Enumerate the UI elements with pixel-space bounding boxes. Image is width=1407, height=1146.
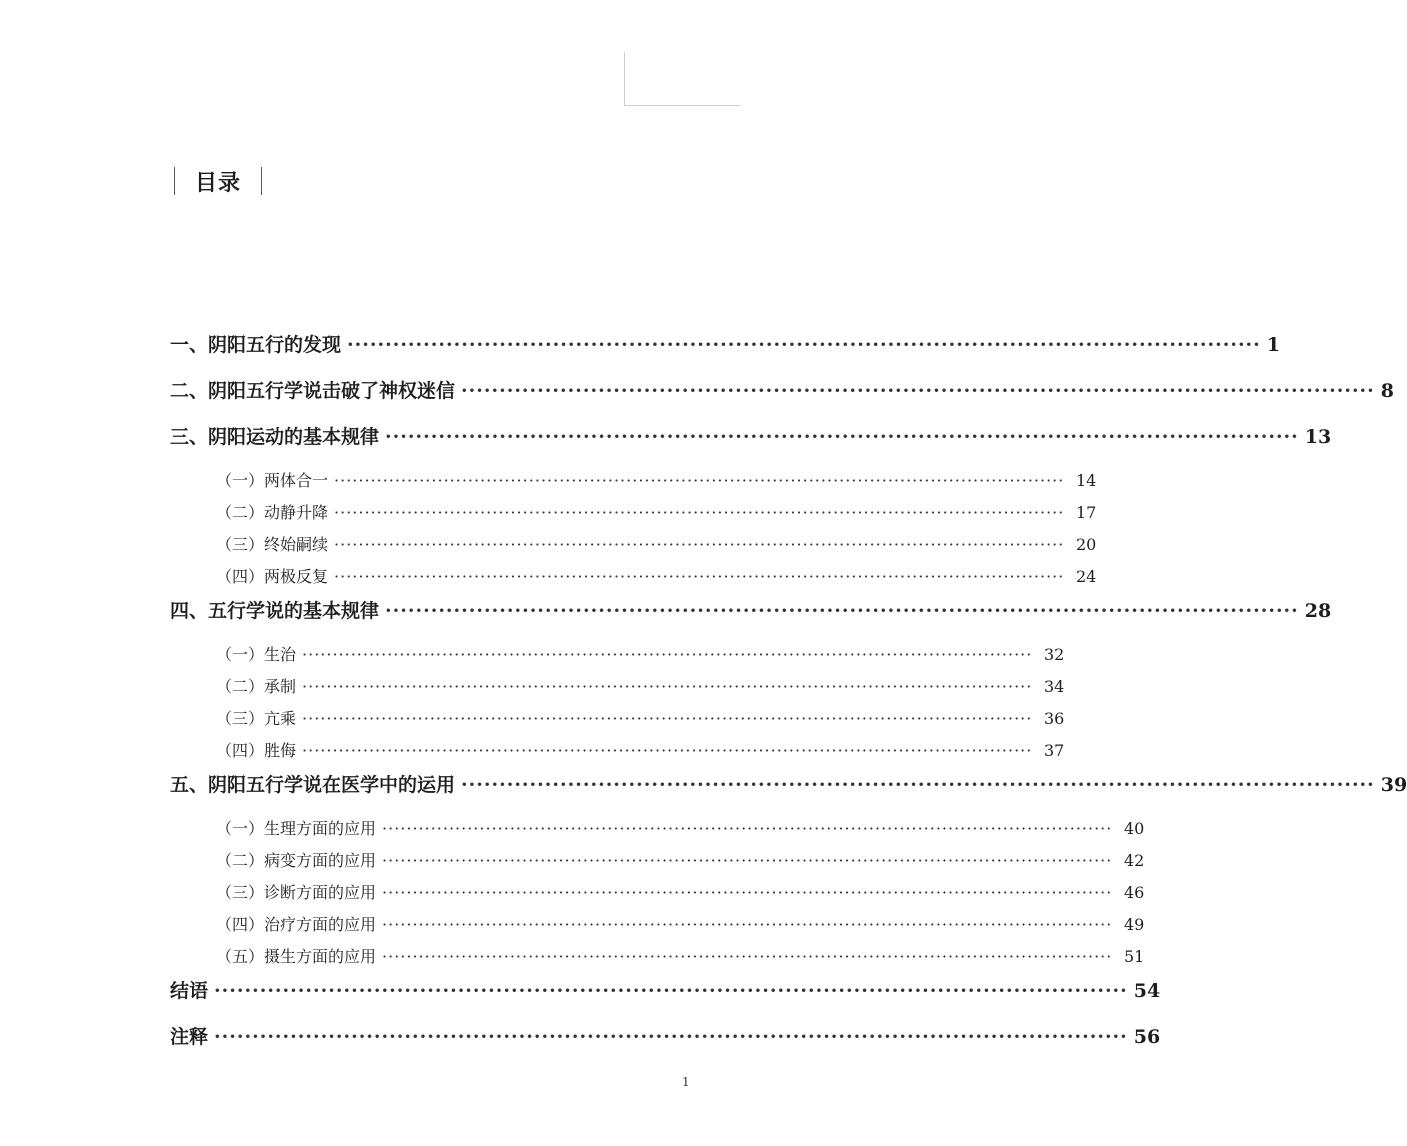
toc-entry-label: 四、五行学说的基本规律 (170, 600, 380, 622)
toc-page-number: 42 (1123, 851, 1145, 870)
toc-entry[interactable] (170, 376, 1395, 403)
toc-leader-dots: ························································································································ (382, 883, 1113, 902)
contents-title: 目录 (195, 170, 242, 196)
toc-entry-label: （四）治疗方面的应用 (216, 915, 377, 934)
toc-leader-dots: ························································································································ (302, 741, 1033, 760)
toc-leader-dots: ························································································································ (302, 677, 1033, 696)
toc-leader-dots: ························································································································ (461, 380, 1375, 402)
toc-page-number: 54 (1133, 980, 1161, 1002)
toc-leader-dots: ························································································································ (334, 471, 1065, 490)
toc-leader-dots: ························································································································ (347, 334, 1261, 356)
toc-entry-label: （二）承制 (216, 677, 297, 696)
toc-leader-dots: ························································································································ (334, 503, 1065, 522)
toc-page-number: 46 (1123, 883, 1145, 902)
toc-entry-label: （四）两极反复 (216, 567, 329, 586)
toc-entry-label: （一）生治 (216, 645, 297, 664)
toc-page-number: 8 (1380, 380, 1395, 402)
toc-subentry[interactable] (216, 468, 1097, 491)
toc-entry[interactable] (170, 770, 1407, 797)
toc-page-number: 49 (1123, 915, 1145, 934)
toc-page-number: 40 (1123, 819, 1145, 838)
toc-entry-label: （二）病变方面的应用 (216, 851, 377, 870)
toc-leader-dots: ························································································································ (385, 600, 1299, 622)
heading-right-bar (261, 167, 262, 195)
toc-entry-label: （四）胜侮 (216, 741, 297, 760)
corner-mark-vertical (624, 52, 625, 106)
toc-page-number: 20 (1075, 535, 1097, 554)
contents-heading (174, 166, 262, 196)
toc-entry[interactable] (170, 596, 1332, 623)
toc-page-number: 13 (1304, 426, 1332, 448)
toc-entry-label: 三、阴阳运动的基本规律 (170, 426, 380, 448)
toc-page-number: 51 (1123, 947, 1145, 966)
toc-leader-dots: ························································································································ (302, 645, 1033, 664)
toc-leader-dots: ························································································································ (214, 1026, 1128, 1048)
toc-leader-dots: ························································································································ (334, 567, 1065, 586)
toc-entry[interactable] (170, 422, 1332, 449)
toc-subentry[interactable] (216, 500, 1097, 523)
toc-subentry[interactable] (216, 532, 1097, 555)
toc-subentry[interactable] (216, 912, 1145, 935)
toc-entry-label: 注释 (170, 1026, 209, 1048)
toc-page-number: 39 (1380, 774, 1407, 796)
toc-entry-label: （一）生理方面的应用 (216, 819, 377, 838)
toc-page-number: 17 (1075, 503, 1097, 522)
toc-subentry[interactable] (216, 738, 1065, 761)
toc-subentry[interactable] (216, 880, 1145, 903)
corner-mark-horizontal (624, 105, 740, 106)
page-number: 1 (682, 1075, 690, 1089)
toc-leader-dots: ························································································································ (382, 819, 1113, 838)
toc-entry-label: （三）亢乘 (216, 709, 297, 728)
toc-leader-dots: ························································································································ (382, 915, 1113, 934)
toc-entry-label: （一）两体合一 (216, 471, 329, 490)
toc-page-number: 36 (1043, 709, 1065, 728)
toc-entry-label: 一、阴阳五行的发现 (170, 334, 342, 356)
toc-page-number: 37 (1043, 741, 1065, 760)
toc-leader-dots: ························································································································ (302, 709, 1033, 728)
toc-leader-dots: ························································································································ (385, 426, 1299, 448)
toc-subentry[interactable] (216, 848, 1145, 871)
toc-page-number: 24 (1075, 567, 1097, 586)
toc-leader-dots: ························································································································ (382, 851, 1113, 870)
toc-entry-label: （二）动静升降 (216, 503, 329, 522)
toc-entry-label: 二、阴阳五行学说击破了神权迷信 (170, 380, 456, 402)
toc-page-number: 34 (1043, 677, 1065, 696)
toc-page-number: 28 (1304, 600, 1332, 622)
toc-leader-dots: ························································································································ (382, 947, 1113, 966)
toc-entry[interactable] (170, 330, 1281, 357)
toc-entry[interactable] (170, 1022, 1161, 1049)
toc-entry-label: （三）诊断方面的应用 (216, 883, 377, 902)
toc-subentry[interactable] (216, 564, 1097, 587)
toc-subentry[interactable] (216, 674, 1065, 697)
toc-leader-dots: ························································································································ (214, 980, 1128, 1002)
toc-subentry[interactable] (216, 816, 1145, 839)
toc-leader-dots: ························································································································ (461, 774, 1375, 796)
toc-subentry[interactable] (216, 706, 1065, 729)
toc-subentry[interactable] (216, 944, 1145, 967)
toc-entry-label: 结语 (170, 980, 209, 1002)
toc-page-number: 32 (1043, 645, 1065, 664)
toc-entry-label: 五、阴阳五行学说在医学中的运用 (170, 774, 456, 796)
toc-entry-label: （五）摄生方面的应用 (216, 947, 377, 966)
toc-page-number: 1 (1266, 334, 1281, 356)
toc-page-number: 56 (1133, 1026, 1161, 1048)
toc-page-number: 14 (1075, 471, 1097, 490)
toc-subentry[interactable] (216, 642, 1065, 665)
toc-entry-label: （三）终始嗣续 (216, 535, 329, 554)
toc-leader-dots: ························································································································ (334, 535, 1065, 554)
toc-entry[interactable] (170, 976, 1161, 1003)
heading-left-bar (174, 167, 175, 195)
